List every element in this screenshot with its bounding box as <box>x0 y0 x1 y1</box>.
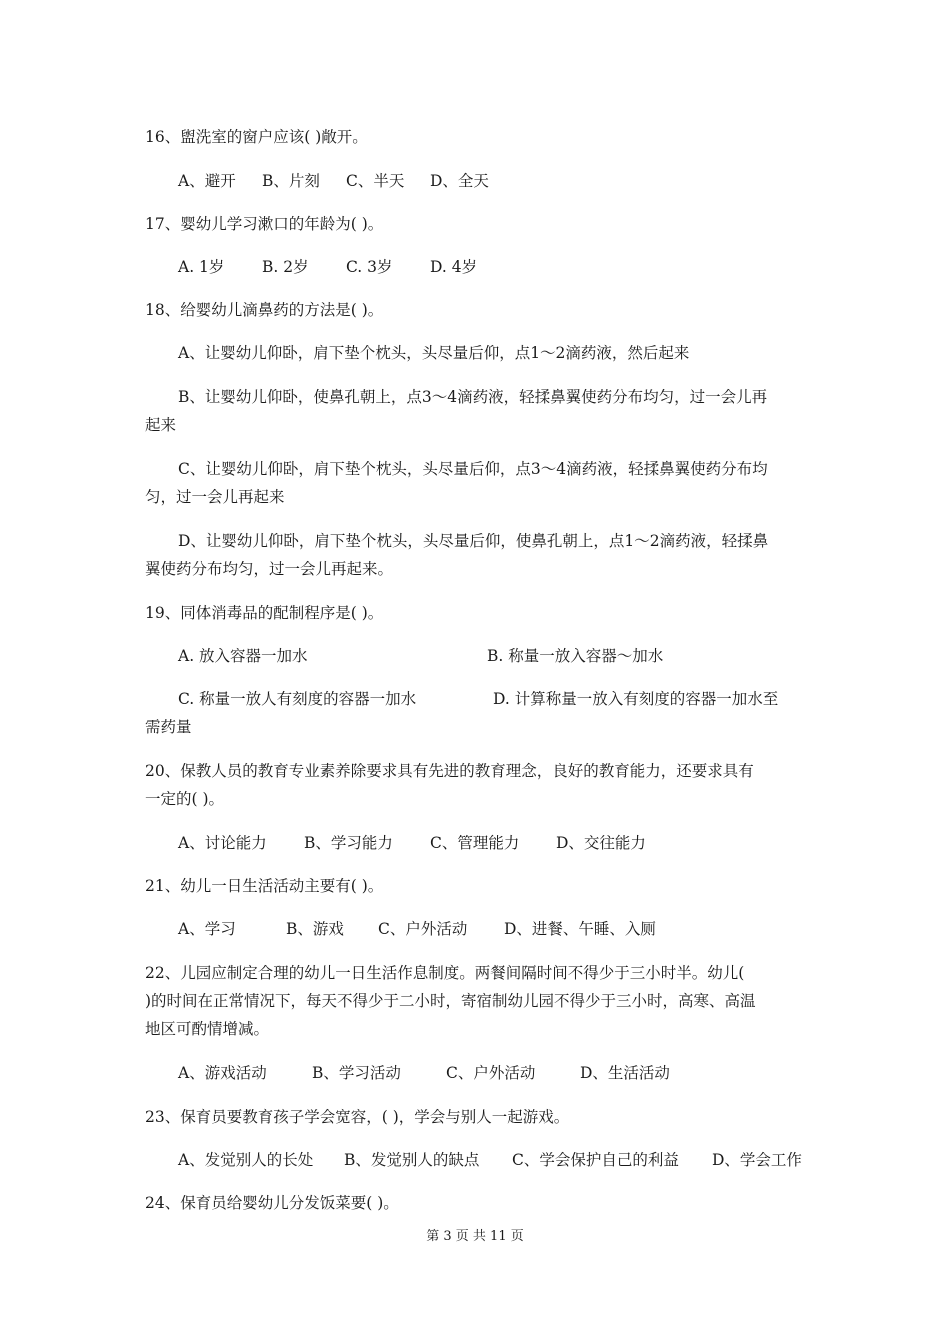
question-19-option-c: C. 称量一放人有刻度的容器一加水 <box>178 690 417 708</box>
page-footer: 第 3 页 共 11 页 <box>426 1229 524 1244</box>
option-b: B、学习活动 <box>312 1064 401 1082</box>
question-18-option-d: D、让婴幼儿仰卧，肩下垫个枕头，头尽量后仰，使鼻孔朝上，点1～2滴药液，轻揉鼻 <box>178 532 769 550</box>
question-18-option-a: A、让婴幼儿仰卧，肩下垫个枕头，头尽量后仰，点1～2滴药液，然后起来 <box>178 344 690 362</box>
question-18-option-b-cont: 起来 <box>145 416 177 434</box>
question-22-stem: 22、儿园应制定合理的幼儿一日生活作息制度。两餐间隔时间不得少于三小时半。幼儿( <box>145 964 745 982</box>
question-19-stem: 19、同体消毒品的配制程序是( )。 <box>145 604 384 622</box>
question-22-options <box>178 1063 670 1083</box>
option-a: A. 1岁 <box>178 258 225 276</box>
option-d: D、进餐、午睡、入厕 <box>504 920 656 938</box>
question-18-option-c-cont: 匀，过一会儿再起来 <box>145 488 285 506</box>
option-d: D、学会工作 <box>712 1151 802 1169</box>
option-c: C、户外活动 <box>446 1064 536 1082</box>
option-c: C、户外活动 <box>378 920 468 938</box>
option-b: B、学习能力 <box>304 834 393 852</box>
option-c: C、学会保护自己的利益 <box>512 1151 679 1169</box>
option-a: A、学习 <box>178 920 236 938</box>
question-20-options <box>178 833 646 853</box>
option-b: B、发觉别人的缺点 <box>344 1151 480 1169</box>
option-b: B、片刻 <box>262 172 320 190</box>
question-18-option-b: B、让婴幼儿仰卧，使鼻孔朝上，点3～4滴药液，轻揉鼻翼使药分布均匀，过一会儿再 <box>178 388 768 406</box>
option-c: C、半天 <box>346 172 405 190</box>
question-24-stem: 24、保育员给婴幼儿分发饭菜要( )。 <box>145 1194 399 1212</box>
option-c: C、管理能力 <box>430 834 520 852</box>
question-20-stem: 20、保教人员的教育专业素养除要求具有先进的教育理念，良好的教育能力，还要求具有 <box>145 762 754 780</box>
question-22-stem-cont-2: 地区可酌情增减。 <box>145 1020 270 1038</box>
question-18-option-d-cont: 翼使药分布均匀，过一会儿再起来。 <box>145 560 394 578</box>
question-19-option-d: D. 计算称量一放入有刻度的容器一加水至 <box>493 690 779 708</box>
question-18-stem: 18、给婴幼儿滴鼻药的方法是( )。 <box>145 301 384 319</box>
question-20-stem-cont: 一定的( )。 <box>145 790 225 808</box>
option-d: D、生活活动 <box>580 1064 670 1082</box>
option-d: D、交往能力 <box>556 834 646 852</box>
question-19-option-a: A. 放入容器一加水 <box>178 647 308 665</box>
question-23-stem: 23、保育员要教育孩子学会宽容，( )，学会与别人一起游戏。 <box>145 1108 570 1126</box>
question-16-options <box>178 171 489 191</box>
option-a: A、发觉别人的长处 <box>178 1151 314 1169</box>
option-c: C. 3岁 <box>346 258 393 276</box>
question-17-options <box>178 257 477 277</box>
question-19-option-b: B. 称量一放入容器～加水 <box>487 647 664 665</box>
question-17-stem: 17、婴幼儿学习漱口的年龄为( )。 <box>145 215 384 233</box>
option-a: A、避开 <box>178 172 236 190</box>
question-16-stem: 16、盥洗室的窗户应该( )敞开。 <box>145 128 368 146</box>
question-18-option-c: C、让婴幼儿仰卧，肩下垫个枕头，头尽量后仰，点3～4滴药液，轻揉鼻翼使药分布均 <box>178 460 768 478</box>
question-23-options <box>178 1150 802 1170</box>
option-b: B、游戏 <box>286 920 344 938</box>
question-22-stem-cont-1: )的时间在正常情况下，每天不得少于二小时，寄宿制幼儿园不得少于三小时，高寒、高温 <box>145 992 756 1010</box>
option-d: D. 4岁 <box>430 258 478 276</box>
question-21-options <box>178 919 656 939</box>
option-d: D、全天 <box>430 172 489 190</box>
question-19-option-d-cont: 需药量 <box>145 718 192 736</box>
question-21-stem: 21、幼儿一日生活活动主要有( )。 <box>145 877 384 895</box>
option-b: B. 2岁 <box>262 258 309 276</box>
option-a: A、讨论能力 <box>178 834 267 852</box>
option-a: A、游戏活动 <box>178 1064 267 1082</box>
